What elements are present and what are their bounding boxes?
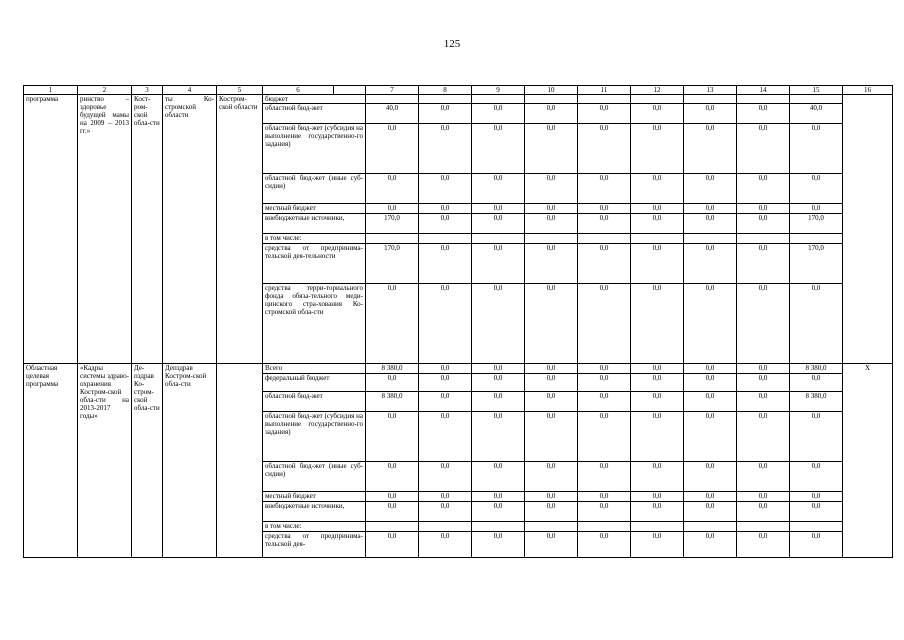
block2-col5 xyxy=(217,364,263,558)
value-cell xyxy=(737,95,790,104)
value-cell: 0,0 xyxy=(631,462,684,492)
value-cell: 0,0 xyxy=(737,492,790,502)
value-cell: 0,0 xyxy=(684,374,737,392)
value-cell: 0,0 xyxy=(578,412,631,462)
value-cell: 0,0 xyxy=(419,174,472,204)
value-cell: 0,0 xyxy=(631,104,684,124)
column-header: 12 xyxy=(631,86,684,95)
value-cell: 0,0 xyxy=(578,284,631,364)
value-cell: 0,0 xyxy=(419,532,472,558)
value-cell: 0,0 xyxy=(737,374,790,392)
block2-col4: Депздрав Костром-ской обла-сти xyxy=(163,364,217,558)
value-cell xyxy=(631,95,684,104)
value-cell: 0,0 xyxy=(419,104,472,124)
block2-col2: «Кадры системы здраво-охранения Костром-ской обла-сти на 2013-2017 годы» xyxy=(78,364,132,558)
value-cell: 0,0 xyxy=(684,174,737,204)
page-number: 125 xyxy=(443,38,461,50)
value-cell: 0,0 xyxy=(631,204,684,214)
value-cell: 0,0 xyxy=(472,104,525,124)
source-label: средства терри-ториального фонда обяза-тельного меди-цинского стра-хования Ко-стромской обла-сти xyxy=(263,284,366,364)
value-cell xyxy=(366,234,419,244)
column-header xyxy=(334,86,366,95)
value-cell: 0,0 xyxy=(366,462,419,492)
value-cell: 0,0 xyxy=(631,174,684,204)
value-cell: 0,0 xyxy=(472,124,525,174)
value-cell: 0,0 xyxy=(472,174,525,204)
value-cell: 0,0 xyxy=(631,214,684,234)
value-cell: 0,0 xyxy=(790,124,843,174)
value-cell: 0,0 xyxy=(525,502,578,522)
value-cell: 0,0 xyxy=(525,174,578,204)
value-cell: 0,0 xyxy=(737,174,790,204)
value-cell: 0,0 xyxy=(631,502,684,522)
column-header: 9 xyxy=(472,86,525,95)
block2-col1: Областная целевая программа xyxy=(24,364,78,558)
value-cell: 0,0 xyxy=(472,214,525,234)
value-cell: 0,0 xyxy=(419,502,472,522)
block2-col3: Де-пздрав Ко-стром-ской обла-сти xyxy=(132,364,163,558)
value-cell: 0,0 xyxy=(737,124,790,174)
value-cell: 0,0 xyxy=(578,174,631,204)
value-cell: 0,0 xyxy=(684,462,737,492)
value-cell: 0,0 xyxy=(525,462,578,492)
value-cell: 0,0 xyxy=(631,374,684,392)
value-cell: 0,0 xyxy=(737,244,790,284)
value-cell xyxy=(419,95,472,104)
value-cell xyxy=(790,234,843,244)
value-cell: 0,0 xyxy=(366,204,419,214)
value-cell: 0,0 xyxy=(525,214,578,234)
source-label: бюджет xyxy=(263,95,366,104)
value-cell: 0,0 xyxy=(366,124,419,174)
value-cell: 0,0 xyxy=(578,502,631,522)
value-cell: 0,0 xyxy=(578,462,631,492)
value-cell: 0,0 xyxy=(790,412,843,462)
value-cell: 0,0 xyxy=(631,244,684,284)
value-cell: 0,0 xyxy=(790,502,843,522)
value-cell: 0,0 xyxy=(472,492,525,502)
value-cell xyxy=(472,234,525,244)
value-cell xyxy=(419,522,472,532)
value-cell: 0,0 xyxy=(737,104,790,124)
value-cell: 170,0 xyxy=(366,214,419,234)
value-cell: 0,0 xyxy=(737,462,790,492)
source-label: областной бюд-жет (субсидия на выполнение государственно-го задания) xyxy=(263,412,366,462)
value-cell: 0,0 xyxy=(790,462,843,492)
value-cell: 0,0 xyxy=(790,174,843,204)
value-cell: 0,0 xyxy=(737,532,790,558)
value-cell: 0,0 xyxy=(631,284,684,364)
value-cell: 0,0 xyxy=(737,364,790,374)
value-cell: 0,0 xyxy=(472,284,525,364)
value-cell: 0,0 xyxy=(790,284,843,364)
value-cell: 0,0 xyxy=(684,124,737,174)
value-cell: 0,0 xyxy=(684,364,737,374)
value-cell: 0,0 xyxy=(419,392,472,412)
value-cell: 0,0 xyxy=(684,502,737,522)
source-label: областной бюд-жет xyxy=(263,392,366,412)
value-cell: 0,0 xyxy=(366,284,419,364)
value-cell xyxy=(419,234,472,244)
value-cell: 0,0 xyxy=(578,104,631,124)
value-cell: 0,0 xyxy=(419,492,472,502)
value-cell: 0,0 xyxy=(790,374,843,392)
value-cell: 0,0 xyxy=(472,462,525,492)
source-label: местный бюджет xyxy=(263,204,366,214)
value-cell: 0,0 xyxy=(472,204,525,214)
value-cell: 0,0 xyxy=(790,492,843,502)
value-cell: 0,0 xyxy=(578,532,631,558)
value-cell: 0,0 xyxy=(525,392,578,412)
table-row xyxy=(24,364,893,374)
value-cell: 0,0 xyxy=(366,492,419,502)
source-label: внебюджетные источники, xyxy=(263,502,366,522)
value-cell xyxy=(684,95,737,104)
value-cell: 0,0 xyxy=(684,532,737,558)
value-cell: 0,0 xyxy=(419,124,472,174)
value-cell: 0,0 xyxy=(578,204,631,214)
column-header: 8 xyxy=(419,86,472,95)
value-cell xyxy=(525,522,578,532)
source-label: средства от предпринима-тельской дея- xyxy=(263,532,366,558)
value-cell: 8 380,0 xyxy=(366,392,419,412)
column-header: 14 xyxy=(737,86,790,95)
value-cell: 0,0 xyxy=(631,492,684,502)
value-cell: 0,0 xyxy=(525,124,578,174)
source-label: областной бюд-жет (иные суб-сидии) xyxy=(263,462,366,492)
value-cell: 0,0 xyxy=(578,364,631,374)
value-cell: 0,0 xyxy=(525,374,578,392)
column-header: 13 xyxy=(684,86,737,95)
value-cell: 40,0 xyxy=(790,104,843,124)
value-cell: 0,0 xyxy=(419,364,472,374)
value-cell xyxy=(578,522,631,532)
value-cell: 0,0 xyxy=(631,532,684,558)
value-cell: 0,0 xyxy=(631,392,684,412)
value-cell: 0,0 xyxy=(737,392,790,412)
value-cell: 0,0 xyxy=(737,284,790,364)
value-cell: 0,0 xyxy=(525,364,578,374)
value-cell xyxy=(684,234,737,244)
source-label: областной бюд-жет xyxy=(263,104,366,124)
value-cell: 0,0 xyxy=(419,244,472,284)
value-cell: 0,0 xyxy=(578,244,631,284)
value-cell: 0,0 xyxy=(366,174,419,204)
value-cell: 0,0 xyxy=(684,412,737,462)
value-cell: 0,0 xyxy=(790,204,843,214)
column-header: 5 xyxy=(217,86,263,95)
value-cell: 0,0 xyxy=(525,104,578,124)
value-cell: 0,0 xyxy=(525,204,578,214)
value-cell: 0,0 xyxy=(525,412,578,462)
value-cell: 0,0 xyxy=(472,374,525,392)
value-cell: 0,0 xyxy=(472,392,525,412)
value-cell: 0,0 xyxy=(684,204,737,214)
value-cell xyxy=(737,522,790,532)
value-cell: 170,0 xyxy=(790,214,843,234)
value-cell: 0,0 xyxy=(790,532,843,558)
value-cell: 0,0 xyxy=(631,364,684,374)
value-cell: 170,0 xyxy=(790,244,843,284)
value-cell: 0,0 xyxy=(684,244,737,284)
block1-col4: ты Ко-стромской области xyxy=(163,95,217,364)
value-cell: 0,0 xyxy=(578,124,631,174)
value-cell: 0,0 xyxy=(419,214,472,234)
value-cell: 8 380,0 xyxy=(790,364,843,374)
column-header: 6 xyxy=(263,86,334,95)
value-cell: 0,0 xyxy=(578,492,631,502)
value-cell: 0,0 xyxy=(737,214,790,234)
value-cell: 0,0 xyxy=(684,104,737,124)
source-label: в том числе: xyxy=(263,234,366,244)
source-label: областной бюд-жет (иные суб-сидии) xyxy=(263,174,366,204)
column-header: 7 xyxy=(366,86,419,95)
value-cell: 8 380,0 xyxy=(790,392,843,412)
value-cell xyxy=(578,234,631,244)
column-header: 10 xyxy=(525,86,578,95)
value-cell xyxy=(472,522,525,532)
value-cell xyxy=(631,522,684,532)
value-cell: 0,0 xyxy=(419,462,472,492)
source-label: федеральный бюджет xyxy=(263,374,366,392)
value-cell xyxy=(366,522,419,532)
source-label: средства от предпринима-тельской дея-тельности xyxy=(263,244,366,284)
column-header: 1 xyxy=(24,86,78,95)
source-label: областной бюд-жет (субсидия на выполнение государственно-го задания) xyxy=(263,124,366,174)
value-cell xyxy=(472,95,525,104)
column-header: 4 xyxy=(163,86,217,95)
header-row xyxy=(24,86,893,95)
source-label: внебюджетные источники, xyxy=(263,214,366,234)
value-cell: 0,0 xyxy=(525,492,578,502)
value-cell xyxy=(525,234,578,244)
column-header: 2 xyxy=(78,86,132,95)
value-cell: 0,0 xyxy=(419,374,472,392)
value-cell: 0,0 xyxy=(684,492,737,502)
value-cell xyxy=(737,234,790,244)
value-cell: 0,0 xyxy=(366,502,419,522)
value-cell: 0,0 xyxy=(366,412,419,462)
block1-col2: ринство – здоровье будущей мамы на 2009 – 2013 гг.» xyxy=(78,95,132,364)
value-cell: 40,0 xyxy=(366,104,419,124)
value-cell: 0,0 xyxy=(472,244,525,284)
value-cell: 0,0 xyxy=(631,412,684,462)
value-cell: 0,0 xyxy=(366,532,419,558)
value-cell: 0,0 xyxy=(472,412,525,462)
value-cell: 0,0 xyxy=(366,374,419,392)
value-cell xyxy=(525,95,578,104)
value-cell: 170,0 xyxy=(366,244,419,284)
block1-col5: Костром-ской области xyxy=(217,95,263,364)
value-cell: 0,0 xyxy=(631,124,684,174)
value-cell: 0,0 xyxy=(737,502,790,522)
column-header: 3 xyxy=(132,86,163,95)
value-cell: 0,0 xyxy=(525,284,578,364)
value-cell: 0,0 xyxy=(472,532,525,558)
source-label: местный бюджет xyxy=(263,492,366,502)
value-cell: 0,0 xyxy=(472,502,525,522)
source-label: в том числе: xyxy=(263,522,366,532)
value-cell xyxy=(790,522,843,532)
block2-col16: Х xyxy=(843,364,893,558)
value-cell: 0,0 xyxy=(525,532,578,558)
block1-col16 xyxy=(843,95,893,364)
value-cell: 0,0 xyxy=(419,412,472,462)
value-cell: 0,0 xyxy=(684,214,737,234)
value-cell: 0,0 xyxy=(684,392,737,412)
column-header: 11 xyxy=(578,86,631,95)
value-cell xyxy=(366,95,419,104)
table-row xyxy=(24,95,893,104)
value-cell: 8 380,0 xyxy=(366,364,419,374)
value-cell: 0,0 xyxy=(472,364,525,374)
column-header: 15 xyxy=(790,86,843,95)
block1-col1: программа xyxy=(24,95,78,364)
value-cell: 0,0 xyxy=(578,392,631,412)
value-cell: 0,0 xyxy=(419,284,472,364)
value-cell: 0,0 xyxy=(737,204,790,214)
value-cell xyxy=(578,95,631,104)
column-header: 16 xyxy=(843,86,893,95)
value-cell: 0,0 xyxy=(737,412,790,462)
source-label: Всего xyxy=(263,364,366,374)
value-cell xyxy=(684,522,737,532)
value-cell: 0,0 xyxy=(419,204,472,214)
value-cell xyxy=(631,234,684,244)
value-cell: 0,0 xyxy=(578,214,631,234)
value-cell: 0,0 xyxy=(578,374,631,392)
value-cell xyxy=(790,95,843,104)
block1-col3: Кост-ром-ской обла-сти xyxy=(132,95,163,364)
value-cell: 0,0 xyxy=(684,284,737,364)
budget-table xyxy=(23,85,893,558)
value-cell: 0,0 xyxy=(525,244,578,284)
